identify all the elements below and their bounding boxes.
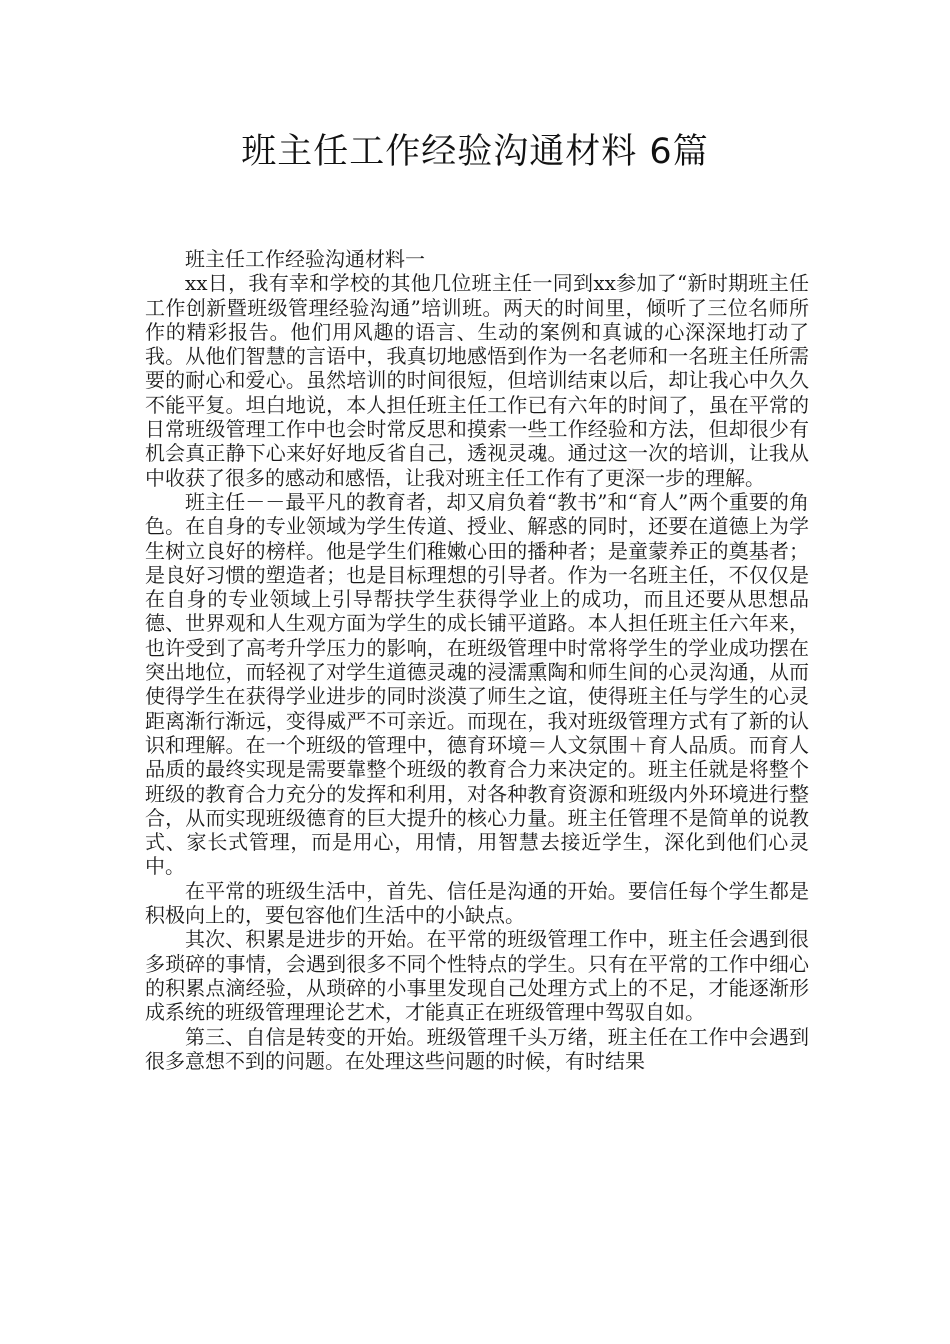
body-paragraph: 在平常的班级生活中，首先、信任是沟通的开始。要信任每个学生都是积极向上的，要包容他们生活中的小缺点。 — [145, 878, 809, 928]
body-paragraph: 第三、自信是转变的开始。班级管理千头万绪，班主任在工作中会遇到很多意想不到的问题。在处理这些问题的时候，有时结果 — [145, 1024, 809, 1073]
body-paragraph: 班主任－－最平凡的教育者，却又肩负着“教书”和“育人”两个重要的角色。在自身的专业领域为学生传道、授业、解惑的同时，还要在道德上为学生树立良好的榜样。他是学生们稚嫩心田的播种者；是童蒙养正的奠基者；是良好习惯的塑造者；也是目标理想的引导者。作为一名班主任，不仅仅是在自身的专业领域上引导帮扶学生获得学业上的成功，而且还要从思想品德、世界观和人生观方面为学生的成长铺平道路。本人担任班主任六年来，也许受到了高考升学压力的影响，在班级管理中时常将学生的学业成功摆在突出地位，而轻视了对学生道德灵魂的浸濡熏陶和师生间的心灵沟通，从而使得学生在获得学业进步的同时淡漠了师生之谊，使得班主任与学生的心灵距离渐行渐远，变得威严不可亲近。而现在，我对班级管理方式有了新的认识和理解。在一个班级的管理中，德育环境＝人文氛围＋育人品质。而育人品质的最终实现是需要靠整个班级的教育合力来决定的。班主任就是将整个班级的教育合力充分的发挥和利用，对各种教育资源和班级内外环境进行整合，从而实现班级德育的巨大提升的核心力量。班主任管理不是简单的说教式、家长式管理，而是用心，用情，用智慧去接近学生，深化到他们心灵中。 — [145, 489, 809, 879]
document-body — [145, 247, 809, 1073]
section-heading: 班主任工作经验沟通材料一 — [185, 247, 425, 271]
document-title: 班主任工作经验沟通材料 6篇 — [241, 132, 709, 172]
body-paragraph: xx日，我有幸和学校的其他几位班主任一同到xx参加了“新时期班主任工作创新暨班级管理经验沟通”培训班。两天的时间里，倾听了三位名师所作的精彩报告。他们用风趣的语言、生动的案例和真诚的心深深地打动了我。从他们智慧的言语中，我真切地感悟到作为一名老师和一名班主任所需要的耐心和爱心。虽然培训的时间很短，但培训结束以后，却让我心中久久不能平复。坦白地说，本人担任班主任工作已有六年的时间了，虽在平常的日常班级管理工作中也会时常反思和摸索一些工作经验和方法，但却很少有机会真正静下心来好好地反省自己，透视灵魂。通过这一次的培训，让我从中收获了很多的感动和感悟，让我对班主任工作有了更深一步的理解。 — [145, 271, 809, 490]
body-paragraph: 其次、积累是进步的开始。在平常的班级管理工作中，班主任会遇到很多琐碎的事情，会遇到很多不同个性特点的学生。只有在平常的工作中细心的积累点滴经验，从琐碎的小事里发现自己处理方式上的不足，才能逐渐形成系统的班级管理理论艺术，才能真正在班级管理中驾驭自如。 — [145, 927, 809, 1025]
